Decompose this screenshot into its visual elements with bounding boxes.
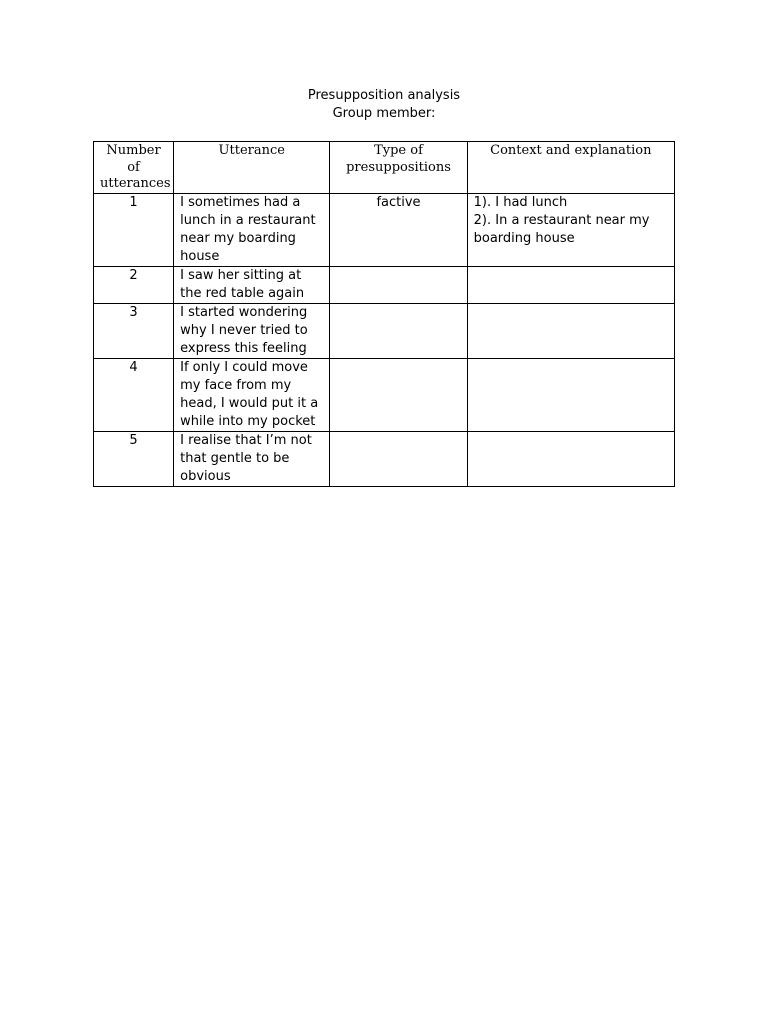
table-row: [94, 431, 675, 486]
row-utterance: I started wondering why I never tried to express this feeling: [174, 303, 330, 358]
row-utterance: I saw her sitting at the red table again: [174, 266, 330, 303]
row-utterance: If only I could move my face from my head, I would put it a while into my pocket: [174, 358, 330, 431]
header-utterance: Utterance: [174, 142, 330, 194]
row-type: factive: [330, 193, 467, 266]
row-type: [330, 431, 467, 486]
row-number: 2: [94, 266, 174, 303]
group-member-label: Group member:: [332, 106, 436, 121]
header-number: Number of utterances: [94, 142, 174, 194]
table-row: [94, 303, 675, 358]
row-context: [467, 431, 674, 486]
row-type: [330, 303, 467, 358]
context-line: 2). In a restaurant near my boarding house: [473, 212, 650, 246]
table-row: [94, 358, 675, 431]
row-context: [467, 358, 674, 431]
row-type: [330, 358, 467, 431]
table-header-row: [94, 142, 675, 194]
row-number: 4: [94, 358, 174, 431]
row-context: [467, 266, 674, 303]
row-context: [467, 303, 674, 358]
row-type: [330, 266, 467, 303]
document-title: Presupposition analysis: [307, 88, 461, 103]
context-line: 1). I had lunch: [473, 194, 568, 210]
table-row: [94, 193, 675, 266]
row-number: 3: [94, 303, 174, 358]
header-type: Type of presuppositions: [330, 142, 467, 194]
row-utterance: I realise that I’m not that gentle to be obvious: [174, 431, 330, 486]
table-row: [94, 266, 675, 303]
row-utterance: I sometimes had a lunch in a restaurant near my boarding house: [174, 193, 330, 266]
header-context: Context and explanation: [467, 142, 674, 194]
row-context: [467, 193, 674, 266]
row-number: 1: [94, 193, 174, 266]
presupposition-table: [93, 141, 675, 487]
row-number: 5: [94, 431, 174, 486]
